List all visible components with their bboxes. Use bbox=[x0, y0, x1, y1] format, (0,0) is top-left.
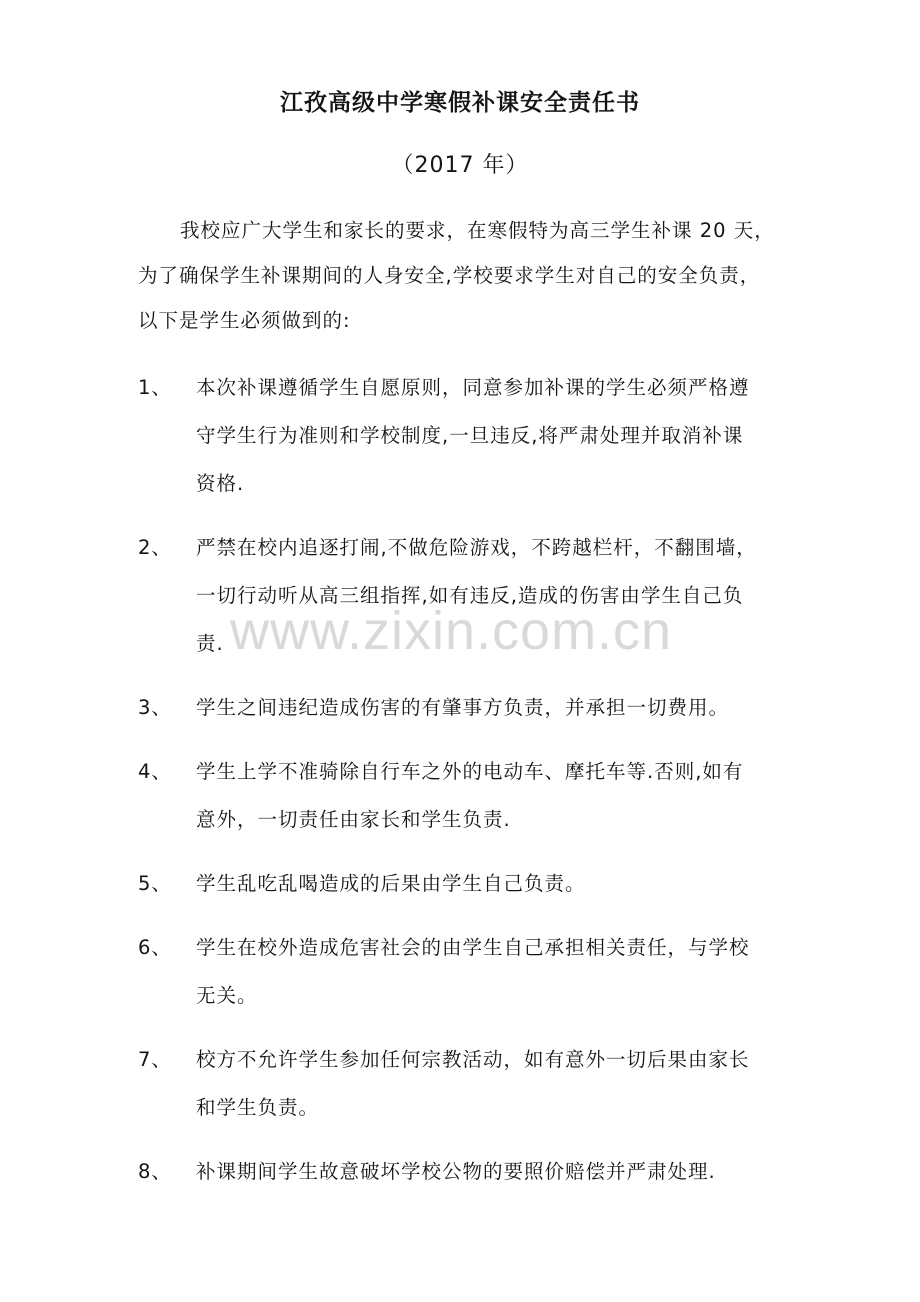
rule-line: 学生乱吃乱喝造成的后果由学生自己负责。 bbox=[196, 872, 586, 895]
rule-line: 学生在校外造成危害社会的由学生自己承担相关责任，与学校 bbox=[196, 936, 750, 959]
rule-text bbox=[196, 748, 801, 844]
rule-text bbox=[196, 860, 801, 908]
rule-number: 2、 bbox=[138, 536, 172, 559]
document-year: （2017 年） bbox=[391, 153, 529, 178]
rule-number: 5、 bbox=[138, 872, 172, 895]
rule-line: 守学生行为准则和学校制度,一旦违反,将严肃处理并取消补课 bbox=[196, 424, 744, 447]
intro-line: 为了确保学生补课期间的人身安全,学校要求学生对自己的安全负责， bbox=[138, 264, 761, 287]
rule-line: 意外，一切责任由家长和学生负责. bbox=[196, 808, 511, 831]
rule-text bbox=[196, 684, 801, 732]
rule-line: 学生上学不准骑除自行车之外的电动车、摩托车等.否则,如有 bbox=[196, 760, 744, 783]
rule-number: 6、 bbox=[138, 936, 172, 959]
rule-line: 严禁在校内追逐打闹,不做危险游戏，不跨越栏杆，不翻围墙， bbox=[196, 536, 757, 559]
rule-number: 4、 bbox=[138, 760, 172, 783]
rule-text bbox=[196, 364, 801, 508]
rule-number: 8、 bbox=[138, 1160, 172, 1183]
rule-number: 1、 bbox=[138, 376, 172, 399]
rule-line: 一切行动听从高三组指挥,如有违反,造成的伤害由学生自己负 bbox=[196, 584, 744, 607]
rule-number: 7、 bbox=[138, 1048, 172, 1071]
rule-line: 补课期间学生故意破坏学校公物的要照价赔偿并严肃处理. bbox=[196, 1160, 716, 1183]
intro-line: 我校应广大学生和家长的要求，在寒假特为高三学生补课 20 天， bbox=[180, 219, 775, 242]
rule-text bbox=[196, 1148, 801, 1196]
rule-text bbox=[196, 524, 801, 668]
rule-text bbox=[196, 1036, 801, 1132]
rule-line: 校方不允许学生参加任何宗教活动，如有意外一切后果由家长 bbox=[196, 1048, 750, 1071]
rule-line: 资格. bbox=[196, 472, 245, 495]
rule-number: 3、 bbox=[138, 696, 172, 719]
rule-line: 本次补课遵循学生自愿原则，同意参加补课的学生必须严格遵 bbox=[196, 376, 750, 399]
intro-line: 以下是学生必须做到的: bbox=[138, 309, 351, 332]
watermark: www.zixin.com.cn bbox=[230, 601, 673, 661]
rule-line: 和学生负责。 bbox=[196, 1096, 320, 1119]
rule-line: 责. bbox=[196, 632, 224, 655]
intro-paragraph bbox=[138, 208, 798, 343]
rule-text bbox=[196, 924, 801, 1020]
rule-line: 学生之间违纪造成伤害的有肇事方负责，并承担一切费用。 bbox=[196, 696, 730, 719]
rule-line: 无关。 bbox=[196, 984, 258, 1007]
document-title: 江孜高级中学寒假补课安全责任书 bbox=[280, 90, 640, 116]
